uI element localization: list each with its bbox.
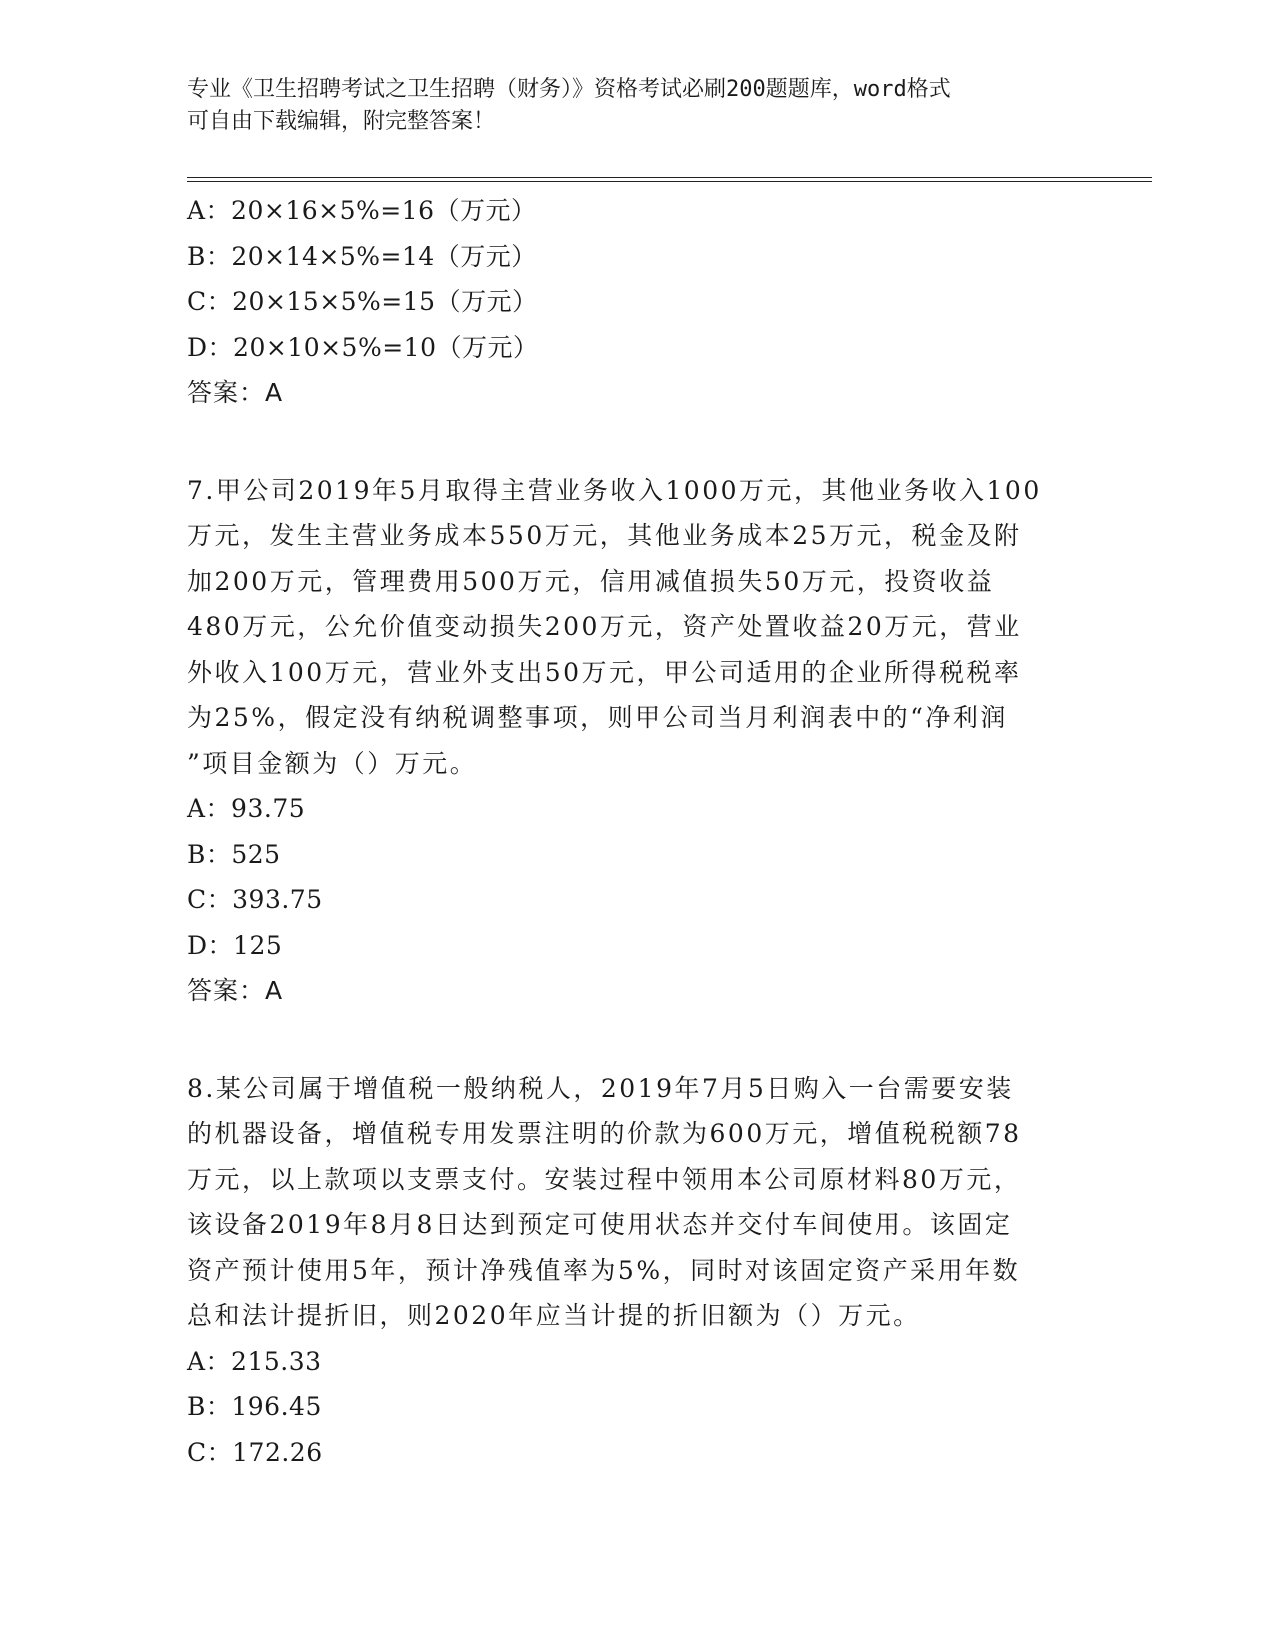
question-line: 的机器设备，增值税专用发票注明的价款为600万元，增值税税额78 — [187, 1119, 1022, 1148]
document-body — [187, 188, 1087, 1475]
page-header — [187, 74, 1067, 138]
question-6-answer: 答案：A — [187, 378, 284, 407]
question-8-text — [187, 1066, 1087, 1339]
spacer — [187, 416, 1087, 468]
question-7-answer: 答案：A — [187, 976, 284, 1005]
question-line: 资产预计使用5年，预计净残值率为5%，同时对该固定资产采用年数 — [187, 1255, 1021, 1285]
question-line: 加200万元，管理费用500万元，信用减值损失50万元，投资收益 — [187, 566, 995, 596]
question-line: 为25%，假定没有纳税调整事项，则甲公司当月利润表中的“净利润 — [187, 703, 1008, 732]
option-c: C：172.26 — [187, 1437, 323, 1467]
question-line: 7.甲公司2019年5月取得主营业务收入1000万元，其他业务收入100 — [187, 475, 1042, 505]
question-line: 8.某公司属于增值税一般纳税人，2019年7月5日购入一台需要安装 — [187, 1073, 1014, 1103]
question-line: 外收入100万元，营业外支出50万元，甲公司适用的企业所得税税率 — [187, 657, 1022, 687]
question-7-options — [187, 786, 1087, 968]
question-line: 480万元，公允价值变动损失200万元，资产处置收益20万元，营业 — [187, 612, 1022, 641]
option-b: B：196.45 — [187, 1392, 322, 1421]
option-b: B：525 — [187, 839, 281, 869]
option-c: C：393.75 — [187, 885, 323, 914]
option-c: C：20×15×5%=15（万元） — [187, 287, 538, 316]
question-8-options — [187, 1339, 1087, 1476]
option-a: A：20×16×5%=16（万元） — [187, 196, 537, 225]
question-7-text — [187, 468, 1087, 787]
option-d: D：20×10×5%=10（万元） — [187, 332, 539, 362]
option-a: A：215.33 — [187, 1346, 322, 1376]
spacer — [187, 1014, 1087, 1066]
question-line: 万元，以上款项以支票支付。安装过程中领用本公司原材料80万元， — [187, 1164, 1022, 1194]
question-line: 万元，发生主营业务成本550万元，其他业务成本25万元，税金及附 — [187, 521, 1022, 550]
question-line: 该设备2019年8月8日达到预定可使用状态并交付车间使用。该固定 — [187, 1210, 1013, 1239]
header-title-line-1: 专业《卫生招聘考试之卫生招聘（财务）》资格考试必刷200题题库，word格式 — [187, 77, 951, 102]
header-title-line-2: 可自由下载编辑，附完整答案！ — [187, 109, 496, 134]
option-d: D：125 — [187, 930, 283, 960]
question-line: ”项目金额为（）万元。 — [187, 748, 478, 778]
option-b: B：20×14×5%=14（万元） — [187, 241, 537, 271]
question-line: 总和法计提折旧，则2020年应当计提的折旧额为（）万元。 — [187, 1301, 921, 1330]
question-6-options — [187, 188, 1087, 370]
option-a: A：93.75 — [187, 794, 306, 823]
header-divider — [187, 177, 1152, 182]
